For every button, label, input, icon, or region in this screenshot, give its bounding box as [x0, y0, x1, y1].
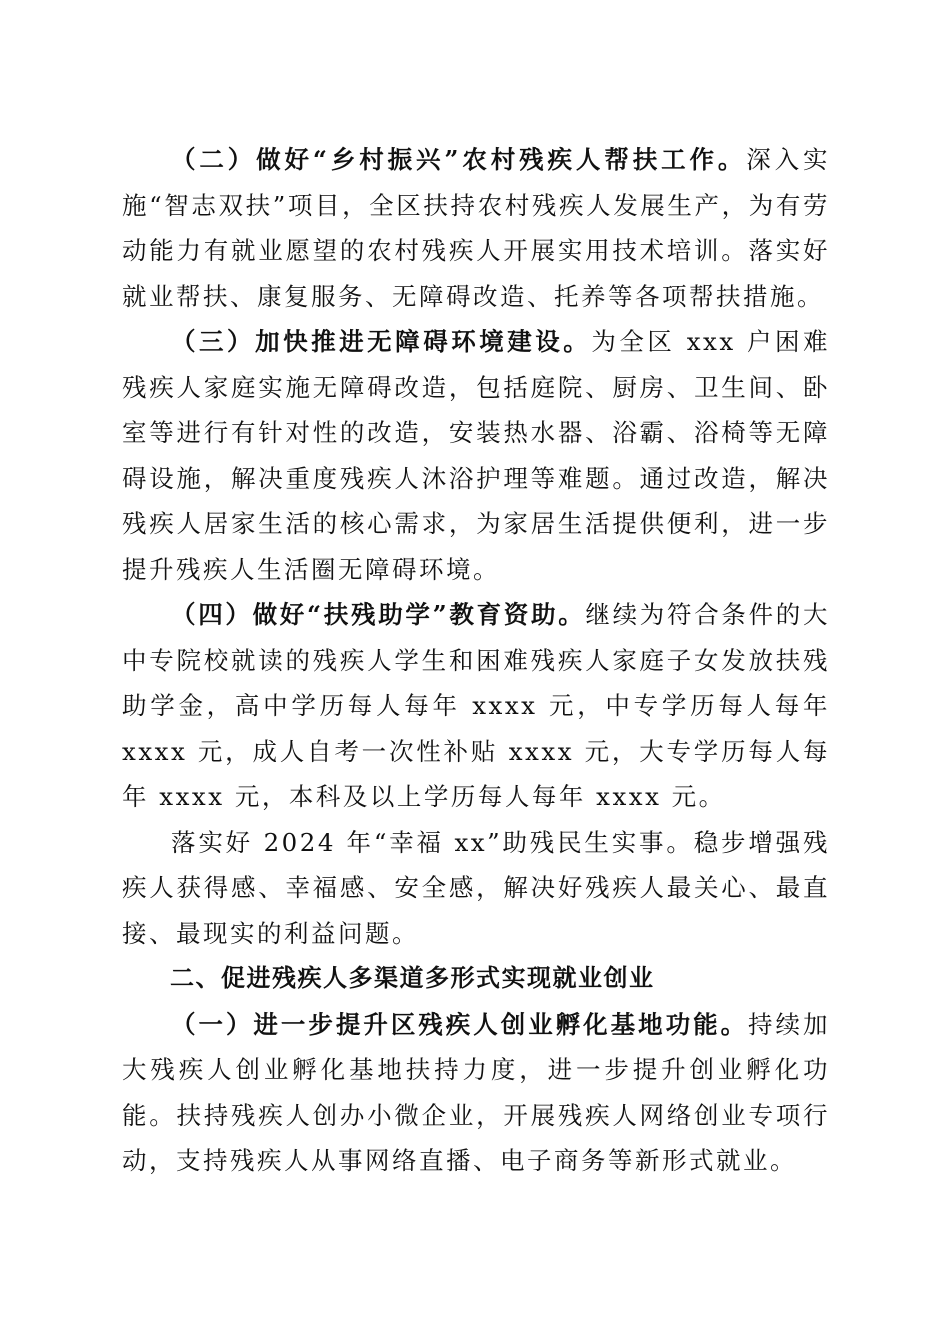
document-body: [122, 137, 830, 1184]
paragraph-text: 为全区 xxx 户困难残疾人家庭实施无障碍改造，包括庭院、厨房、卫生间、卧室等进行有针对性的改造，安装热水器、浴霸、浴椅等无障碍设施，解决重度残疾人沐浴护理等难题。通过改造，解决残疾人居家生活的核心需求，为家居生活提供便利，进一步提升残疾人生活圈无障碍环境。: [122, 327, 831, 584]
paragraph-text: 持续加大残疾人创业孵化基地扶持力度，进一步提升创业孵化功能。扶持残疾人创办小微企业，开展残疾人网络创业专项行动，支持残疾人从事网络直播、电子商务等新形式就业。: [122, 1009, 831, 1175]
paragraph-lead: （二）做好“乡村振兴”农村残疾人帮扶工作。: [171, 145, 747, 174]
paragraph-barrier-free: [122, 319, 830, 592]
paragraph-lead: （四）做好“扶残助学”教育资助。: [171, 600, 586, 629]
paragraph-rural-assistance: [122, 137, 830, 319]
section-heading: 二、促进残疾人多渠道多形式实现就业创业: [170, 964, 655, 992]
paragraph-education-aid: [122, 592, 830, 820]
paragraph-incubation-base: [122, 1002, 830, 1184]
paragraph-lead: （一）进一步提升区残疾人创业孵化基地功能。: [171, 1009, 749, 1039]
paragraph-lead: （三）加快推进无障碍环境建设。: [171, 327, 592, 356]
paragraph-livelihood: [122, 820, 830, 957]
paragraph-text: 落实好 2024 年“幸福 xx”助残民生实事。稳步增强残疾人获得感、幸福感、安全感，解决好残疾人最关心、最直接、最现实的利益问题。: [122, 827, 830, 948]
paragraph-text: 深入实施“智志双扶”项目，全区扶持农村残疾人发展生产，为有劳动能力有就业愿望的农村残疾人开展实用技术培训。落实好就业帮扶、康复服务、无障碍改造、托养等各项帮扶措施。: [122, 145, 831, 311]
paragraph-text: 继续为符合条件的大中专院校就读的残疾人学生和困难残疾人家庭子女发放扶残助学金，高中学历每人每年 xxxx 元，中专学历每人每年 xxxx 元，成人自考一次性补贴 xxxx 元，大专学历每人每年 xxxx 元，本科及以上学历每人每年 xxxx 元。: [122, 600, 831, 811]
